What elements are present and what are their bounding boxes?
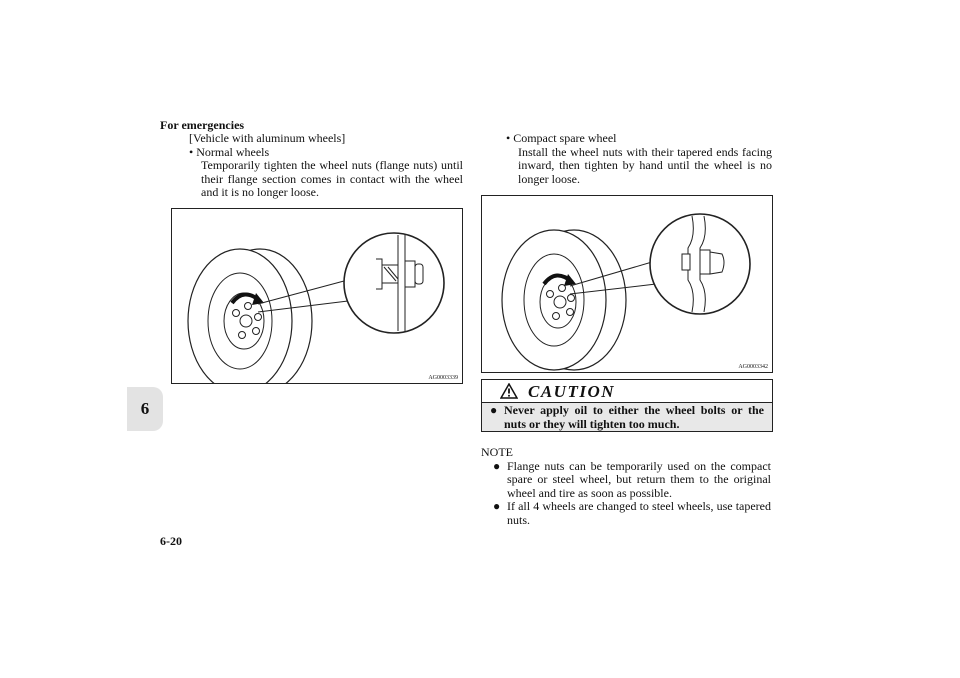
bullet-icon: ●	[490, 403, 498, 417]
note-item-text: If all 4 wheels are changed to steel wheels, use tapered nuts.	[507, 499, 771, 527]
caution-body	[490, 404, 764, 431]
note-item	[481, 500, 771, 527]
chapter-number: 6	[140, 399, 150, 418]
vehicle-note: [Vehicle with aluminum wheels]	[189, 131, 346, 145]
note-item	[481, 460, 771, 501]
figure-code: AG0003342	[738, 364, 768, 370]
figure-code: AG0003339	[428, 375, 458, 381]
normal-wheel-figure	[171, 208, 463, 384]
left-column-text	[189, 132, 463, 200]
warning-triangle-icon	[500, 383, 518, 399]
caution-title: CAUTION	[528, 382, 616, 401]
caution-header	[482, 380, 772, 403]
note-item-text: Flange nuts can be temporarily used on the compact spare or steel wheel, but return them to the original wheel and tire as soon as possible.	[507, 458, 771, 500]
compact-spare-title: • Compact spare wheel	[506, 131, 617, 145]
bullet-icon: ●	[493, 458, 501, 473]
page-number: 6-20	[160, 534, 182, 548]
section-header: For emergencies	[160, 118, 245, 132]
bullet-icon: ●	[493, 499, 501, 513]
note-label: NOTE	[481, 445, 513, 459]
normal-wheels-title: • Normal wheels	[189, 144, 270, 159]
note-section	[481, 446, 771, 527]
normal-wheels-text: Temporarily tighten the wheel nuts (flange nuts) until their flange section comes in contact with the wheel and it is no longer loose.	[201, 158, 463, 199]
right-column-text	[506, 132, 772, 186]
wheel-nut-illustration	[172, 209, 462, 383]
caution-text: Never apply oil to either the wheel bolts or the nuts or they will tighten too much.	[504, 403, 764, 431]
chapter-tab	[127, 387, 163, 431]
caution-box	[481, 379, 773, 432]
compact-spare-text: Install the wheel nuts with their tapered ends facing inward, then tighten by hand until the wheel is no longer loose.	[518, 144, 772, 186]
spare-wheel-illustration	[482, 196, 772, 372]
compact-spare-figure	[481, 195, 773, 373]
